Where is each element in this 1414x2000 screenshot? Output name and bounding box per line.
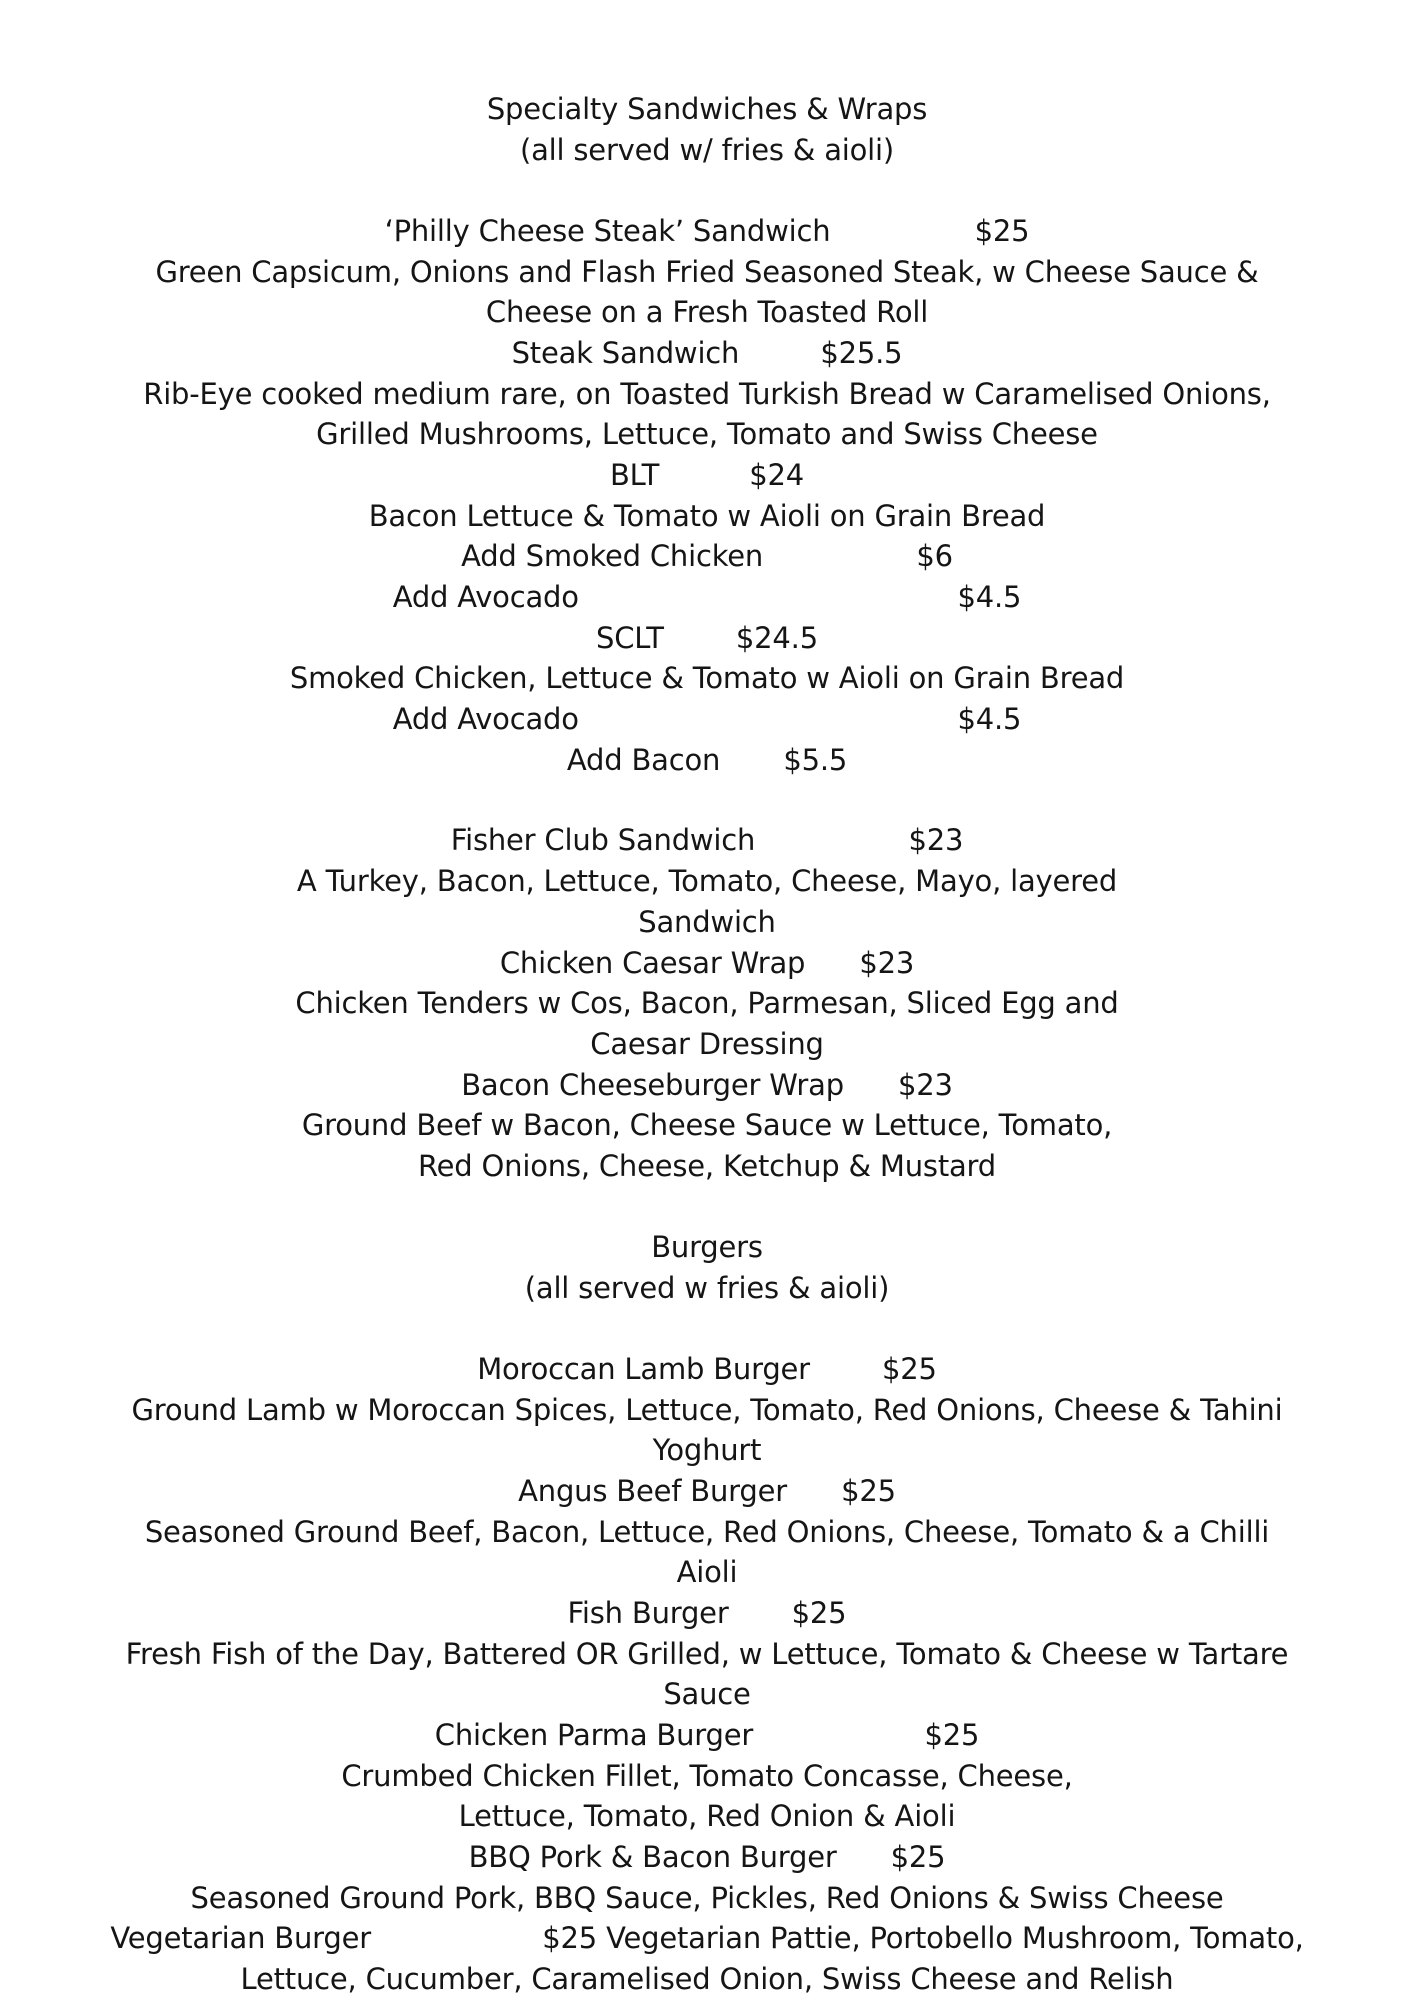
burgers-note: (all served w fries & aioli) xyxy=(524,1271,890,1305)
cheeseburger-wrap-description-line-2: Red Onions, Cheese, Ketchup & Mustard xyxy=(418,1149,996,1183)
bbq-pork-burger-description: Seasoned Ground Pork, BBQ Sauce, Pickles, Red Onions & Swiss Cheese xyxy=(190,1881,1224,1915)
cheeseburger-wrap-title: Bacon Cheeseburger Wrap $23 xyxy=(461,1068,953,1102)
philly-description-line-1: Green Capsicum, Onions and Flash Fried Seasoned Steak, w Cheese Sauce & xyxy=(155,255,1259,289)
cheeseburger-wrap-description-line-1: Ground Beef w Bacon, Cheese Sauce w Lettuce, Tomato, xyxy=(301,1108,1113,1142)
fish-burger-title: Fish Burger $25 xyxy=(567,1596,847,1630)
club-sandwich-title: Fisher Club Sandwich $23 xyxy=(450,823,964,857)
blt-addon-smoked-chicken: Add Smoked Chicken $6 xyxy=(461,539,953,573)
sclt-description: Smoked Chicken, Lettuce & Tomato w Aioli on Grain Bread xyxy=(289,661,1125,695)
lamb-burger-description-line-2: Yoghurt xyxy=(652,1433,762,1467)
bbq-pork-burger-title: BBQ Pork & Bacon Burger $25 xyxy=(468,1840,946,1874)
blt-description: Bacon Lettuce & Tomato w Aioli on Grain Bread xyxy=(368,499,1046,533)
blt-title: BLT $24 xyxy=(609,458,805,492)
angus-burger-description-line-1: Seasoned Ground Beef, Bacon, Lettuce, Red Onions, Cheese, Tomato & a Chilli xyxy=(144,1515,1270,1549)
sclt-title: SCLT $24.5 xyxy=(596,621,818,655)
angus-burger-title: Angus Beef Burger $25 xyxy=(518,1474,896,1508)
vegetarian-burger-title-line: Vegetarian Burger $25 Vegetarian Pattie, Portobello Mushroom, Tomato, xyxy=(110,1921,1304,1955)
caesar-wrap-title: Chicken Caesar Wrap $23 xyxy=(499,946,915,980)
angus-burger-description-line-2: Aioli xyxy=(676,1555,738,1589)
steak-sandwich-description-line-2: Grilled Mushrooms, Lettuce, Tomato and Swiss Cheese xyxy=(316,417,1098,451)
sandwiches-note: (all served w/ fries & aioli) xyxy=(519,133,895,167)
caesar-wrap-description-line-1: Chicken Tenders w Cos, Bacon, Parmesan, Sliced Egg and xyxy=(295,986,1119,1020)
fish-burger-description-line-1: Fresh Fish of the Day, Battered OR Grilled, w Lettuce, Tomato & Cheese w Tartare xyxy=(125,1637,1289,1671)
parma-burger-title: Chicken Parma Burger $25 xyxy=(434,1718,980,1752)
club-sandwich-description-line-2: Sandwich xyxy=(638,905,776,939)
lamb-burger-title: Moroccan Lamb Burger $25 xyxy=(477,1352,937,1386)
steak-sandwich-description-line-1: Rib-Eye cooked medium rare, on Toasted Turkish Bread w Caramelised Onions, xyxy=(143,377,1271,411)
vegetarian-burger-description-line-2: Lettuce, Cucumber, Caramelised Onion, Swiss Cheese and Relish xyxy=(240,1962,1174,1996)
blt-addon-avocado: Add Avocado $4.5 xyxy=(392,580,1022,614)
burgers-heading: Burgers xyxy=(651,1230,763,1264)
parma-burger-description-line-2: Lettuce, Tomato, Red Onion & Aioli xyxy=(458,1799,956,1833)
fish-burger-description-line-2: Sauce xyxy=(663,1677,751,1711)
steak-sandwich-title: Steak Sandwich $25.5 xyxy=(511,336,903,370)
parma-burger-description-line-1: Crumbed Chicken Fillet, Tomato Concasse, Cheese, xyxy=(341,1759,1073,1793)
sclt-addon-avocado: Add Avocado $4.5 xyxy=(392,702,1022,736)
club-sandwich-description-line-1: A Turkey, Bacon, Lettuce, Tomato, Cheese, Mayo, layered xyxy=(296,864,1118,898)
lamb-burger-description-line-1: Ground Lamb w Moroccan Spices, Lettuce, Tomato, Red Onions, Cheese & Tahini xyxy=(131,1393,1283,1427)
philly-title: ‘Philly Cheese Steak’ Sandwich $25 xyxy=(384,214,1030,248)
philly-description-line-2: Cheese on a Fresh Toasted Roll xyxy=(485,295,929,329)
sandwiches-heading: Specialty Sandwiches & Wraps xyxy=(486,92,928,126)
caesar-wrap-description-line-2: Caesar Dressing xyxy=(590,1027,824,1061)
sclt-addon-bacon: Add Bacon $5.5 xyxy=(566,743,848,777)
